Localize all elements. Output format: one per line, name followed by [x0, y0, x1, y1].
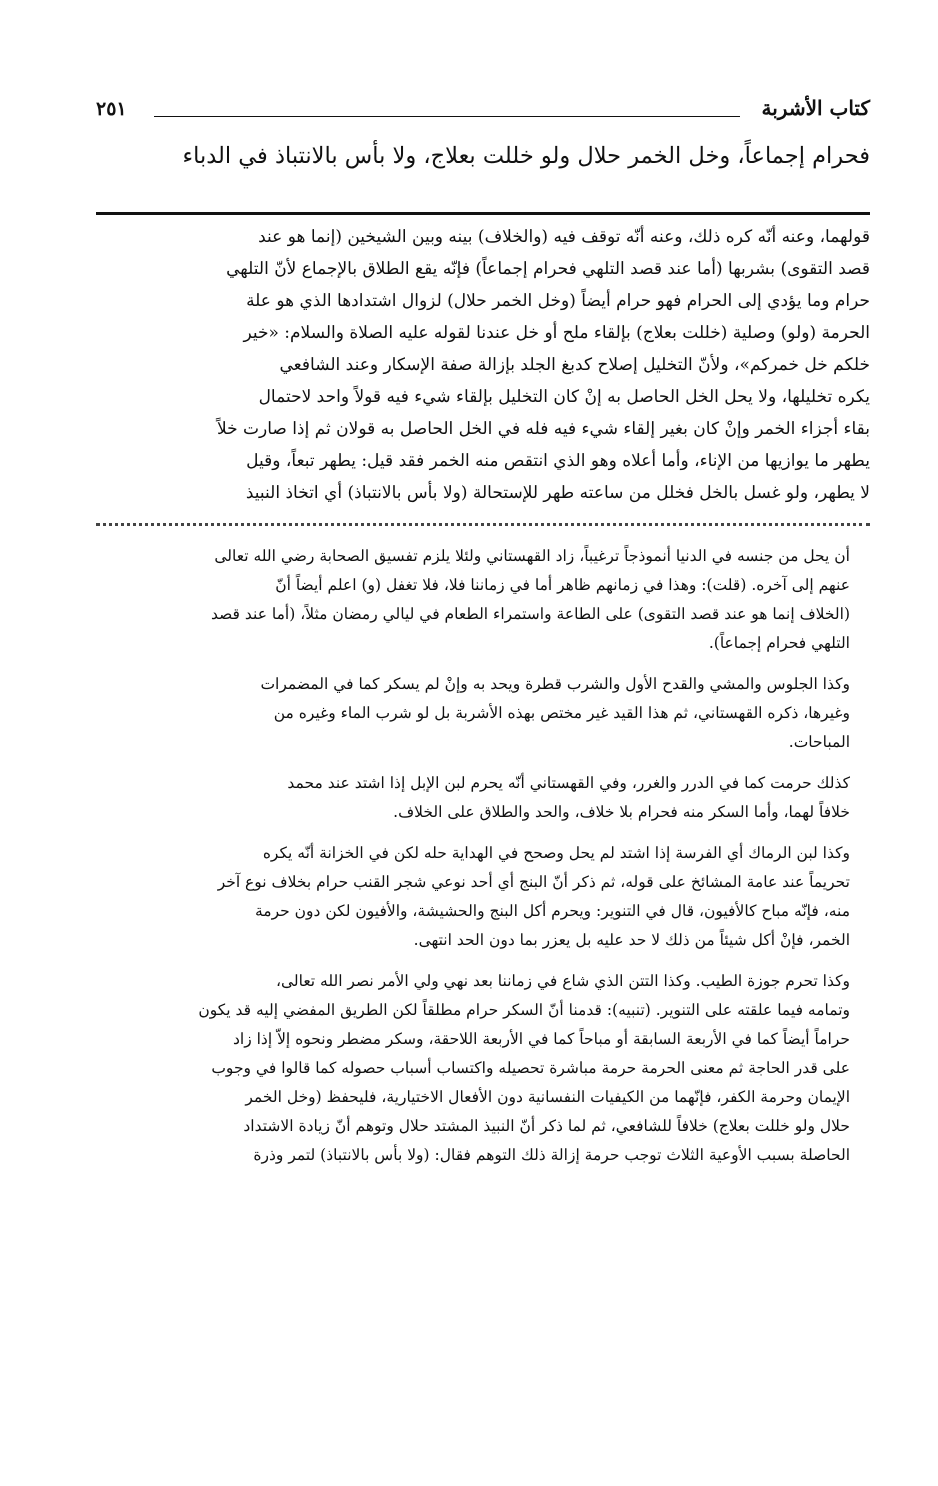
footnote-line: وكذا الجلوس والمشي والقدح الأول والشرب قطرة ويحد به وإنْ لم يسكر كما في المضمرات — [260, 675, 850, 693]
footnote-line: وغيرها، ذكره القهستاني، ثم هذا القيد غير مختص بهذه الأشربة بل لو شرب الماء وغيره من — [273, 704, 850, 722]
commentary-line: خلكم خل خمركم»، ولأنّ التخليل إصلاح كدبغ الجلد بإزالة صفة الإسكار وعند الشافعي — [279, 355, 870, 375]
chapter-title: كتاب الأشربة — [761, 96, 870, 120]
commentary-line: بقاء أجزاء الخمر وإنْ كان بغير إلقاء شيء فيه فله في الخل الحاصل به قولان ثم إذا صارت خلاً — [216, 419, 870, 439]
commentary-line: قصد التقوى) بشربها (أما عند قصد التلهي فحرام إجماعاً) فإنّه يقع الطلاق بالإجماع لأنّ التلهي — [226, 259, 870, 279]
footnote-line: الإيمان وحرمة الكفر، فإنّهما من الكيفيات النفسانية دون الأفعال الاختيارية، فليحفظ (وخل الخمر — [245, 1088, 850, 1106]
footnote-line: على قدر الحاجة ثم معنى الحرمة حرمة مباشرة تحصيله واكتساب أسباب حصوله كما قالوا في وجوب — [211, 1059, 850, 1077]
footnote-line: منه، فإنّه مباح كالأفيون، قال في التنوير: ويحرم أكل البنج والحشيشة، والأفيون لكن دون حرمة — [255, 902, 850, 920]
section-divider — [96, 212, 870, 215]
footnote-line: وكذا لبن الرماك أي الفرسة إذا اشتد لم يحل وصحح في الهداية حله لكن في الخزانة أنّه يكره — [262, 844, 850, 862]
footnote-line: المباحات. — [788, 733, 850, 751]
footnote-paragraph — [96, 542, 870, 658]
footnote-line: الحاصلة بسبب الأوعية الثلاث توجب حرمة إزالة ذلك التوهم فقال: (ولا بأس بالانتباذ) لتمر وذرة — [253, 1146, 850, 1164]
footnote-line: كذلك حرمت كما في الدرر والغرر، وفي القهستاني أنّه يحرم لبن الإبل إذا اشتد عند محمد — [287, 774, 850, 792]
footnote-line: وكذا تحرم جوزة الطيب. وكذا التتن الذي شاع في زماننا بعد نهي ولي الأمر نصر الله تعالى، — [275, 972, 850, 990]
footnote-paragraph — [96, 967, 870, 1170]
footnote-line: وتمامه فيما علقته على التنوير. (تنبيه): قدمنا أنّ السكر حرام مطلقاً لكن الطريق المفضي إليه قد يكون — [198, 1001, 850, 1019]
commentary-line: الحرمة (ولو) وصلية (خللت بعلاج) بإلقاء ملح أو خل عندنا لقوله عليه الصلاة والسلام: «خير — [243, 323, 870, 343]
commentary-line: لا يطهر، ولو غسل بالخل فخلل من ساعته طهر للإستحالة (ولا بأس بالانتباذ) أي اتخاذ النبيذ — [245, 483, 870, 503]
header-rule — [154, 116, 740, 117]
commentary-line: يكره تخليلها، ولا يحل الخل الحاصل به إنْ كان التخليل بإلقاء شيء فيه قولاً واحد لاحتمال — [258, 387, 870, 407]
dotted-divider — [96, 523, 870, 526]
commentary-block — [96, 221, 870, 509]
footnote-line: حلال ولو خللت بعلاج) خلافاً للشافعي، ثم لما ذكر أنّ النبيذ المشتد حلال وتوهم أنّ زيادة الاشتداد — [243, 1117, 850, 1135]
page — [96, 96, 870, 1182]
commentary-line: حرام وما يؤدي إلى الحرام فهو حرام أيضاً (وخل الخمر حلال) لزوال اشتدادها الذي هو علة — [246, 291, 870, 311]
running-header — [96, 96, 870, 132]
page-number: ٢٥١ — [96, 98, 127, 120]
footnote-paragraph — [96, 670, 870, 757]
footnote-line: خلافاً لهما، وأما السكر منه فحرام بلا خلاف، والحد والطلاق على الخلاف. — [393, 803, 850, 821]
main-text-line: فحرام إجماعاً، وخل الخمر حلال ولو خللت بعلاج، ولا بأس بالانتباذ في الدباء — [182, 143, 870, 169]
footnote-paragraph — [96, 839, 870, 955]
commentary-line: قولهما، وعنه أنّه كره ذلك، وعنه أنّه توقف فيه (والخلاف) بينه وبين الشيخين (إنما هو عند — [258, 227, 870, 247]
footnote-line: الخمر، فإنْ أكل شيئاً من ذلك لا حد عليه بل يعزر بما دون الحد انتهى. — [413, 931, 850, 949]
footnote-line: (الخلاف إنما هو عند قصد التقوى) على الطاعة واستمراء الطعام في ليالي رمضان مثلاً، (أما عند قصد — [210, 605, 850, 623]
footnotes-block — [96, 542, 870, 1170]
footnote-paragraph — [96, 769, 870, 827]
footnote-line: عنهم إلى آخره. (قلت): وهذا في زمانهم ظاهر أما في زماننا فلا، فلا تغفل (و) اعلم أيضاً أنّ — [275, 576, 850, 594]
commentary-line: يطهر ما يوازيها من الإناء، وأما أعلاه وهو الذي انتقص منه الخمر فقد قيل: يطهر تبعاً، وقيل — [246, 451, 870, 471]
footnote-line: تحريماً عند عامة المشائخ على قوله، ثم ذكر أنّ البنج أي أحد نوعي شجر القنب حرام بخلاف نوع آخر — [217, 873, 850, 891]
footnote-line: أن يحل من جنسه في الدنيا أنموذجاً ترغيباً، زاد القهستاني ولئلا يلزم تفسيق الصحابة رضي الله تعالى — [214, 547, 850, 565]
footnote-line: التلهي فحرام إجماعاً). — [708, 634, 850, 652]
footnote-line: حراماً أيضاً كما في الأربعة السابقة أو مباحاً كما في الأربعة اللاحقة، وسكر مضطر ونحوه إلاّ إذا زاد — [233, 1030, 850, 1048]
